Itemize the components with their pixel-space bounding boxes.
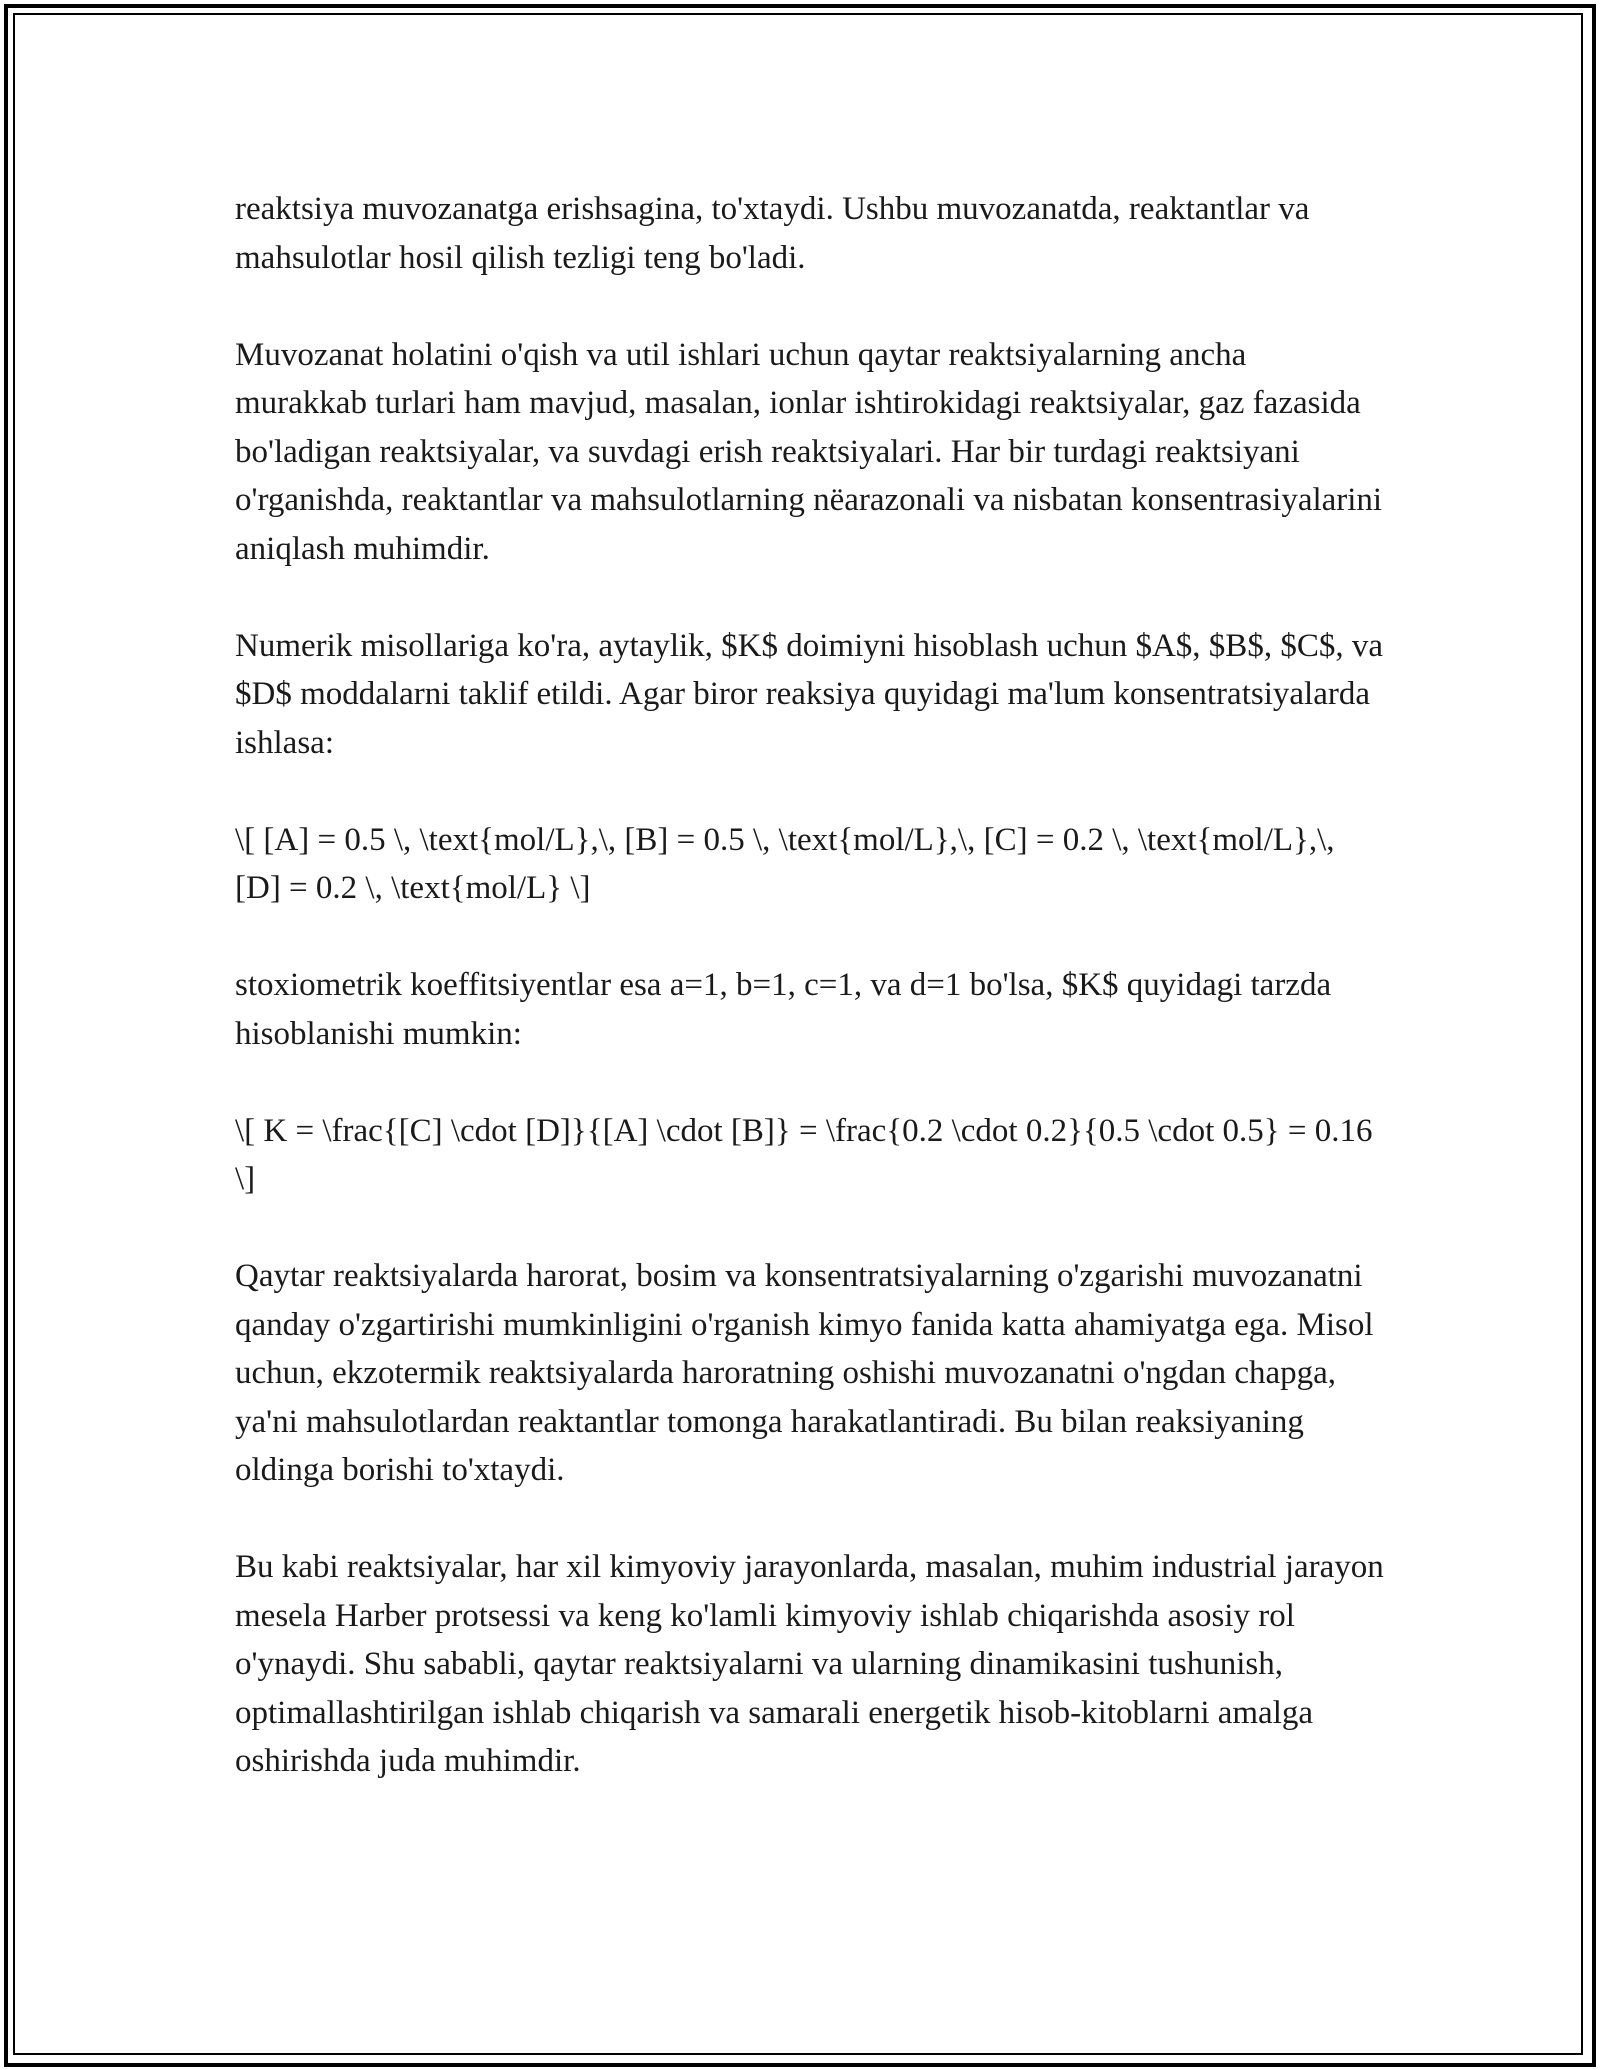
formula-equilibrium-constant: \[ K = \frac{[C] \cdot [D]}{[A] \cdot [B]} = \frac{0.2 \cdot 0.2}{0.5 \cdot 0.5} = 0.16 \]	[235, 1112, 1373, 1197]
paragraph-industrial-applications: Bu kabi reaktsiyalar, har xil kimyoviy jarayonlarda, masalan, muhim industrial jarayon mesela Harber protsessi va keng ko'lamli kimyoviy ishlab chiqarishda asosiy rol o'ynaydi. Shu sababli, qaytar reaktsiyalarni va ularning dinamikasini tushunish, optimallashtirilgan ishlab chiqarish va samarali energetik hisob-kitoblarni amalga oshirishda juda muhimdir.	[235, 1549, 1384, 1779]
document-body	[235, 185, 1385, 1834]
paragraph-complex-reactions: Muvozanat holatini o'qish va util ishlari uchun qaytar reaktsiyalarning ancha murakkab turlari ham mavjud, masalan, ionlar ishtirokidagi reaktsiyalar, gaz fazasida bo'ladigan reaktsiyalar, va suvdagi erish reaktsiyalari. Har bir turdagi reaktsiyani o'rganishda, reaktantlar va mahsulotlarning nëarazonali va nisbatan konsentrasiyalarini aniqlash muhimdir.	[235, 336, 1383, 567]
paragraph-stoichiometry: stoxiometrik koeffitsiyentlar esa a=1, b=1, c=1, va d=1 bo'lsa, $K$ quyidagi tarzda hisoblanishi mumkin:	[235, 967, 1332, 1052]
paragraph-temperature-effects: Qaytar reaktsiyalarda harorat, bosim va konsentratsiyalarning o'zgarishi muvozanatni qanday o'zgartirishi mumkinligini o'rganish kimyo fanida katta ahamiyatga ega. Misol uchun, ekzotermik reaktsiyalarda haroratning oshishi muvozanatni o'ngdan chapga, ya'ni mahsulotlardan reaktantlar tomonga harakatlantiradi. Bu bilan reaksiyaning oldinga borishi to'xtaydi.	[235, 1258, 1374, 1488]
paragraph-numeric-example: Numerik misollariga ko'ra, aytaylik, $K$ doimiyni hisoblash uchun $A$, $B$, $C$, va $D$ moddalarni taklif etildi. Agar biror reaksiya quyidagi ma'lum konsentratsiyalarda ishlasa:	[235, 627, 1383, 761]
paragraph-equilibrium-intro: reaktsiya muvozanatga erishsagina, to'xtaydi. Ushbu muvozanatda, reaktantlar va mahsulotlar hosil qilish tezligi teng bo'ladi.	[235, 191, 1310, 276]
formula-concentrations: \[ [A] = 0.5 \, \text{mol/L},\, [B] = 0.5 \, \text{mol/L},\, [C] = 0.2 \, \text{mol/L},\, [D] = 0.2 \, \text{mol/L} \]	[235, 821, 1335, 906]
